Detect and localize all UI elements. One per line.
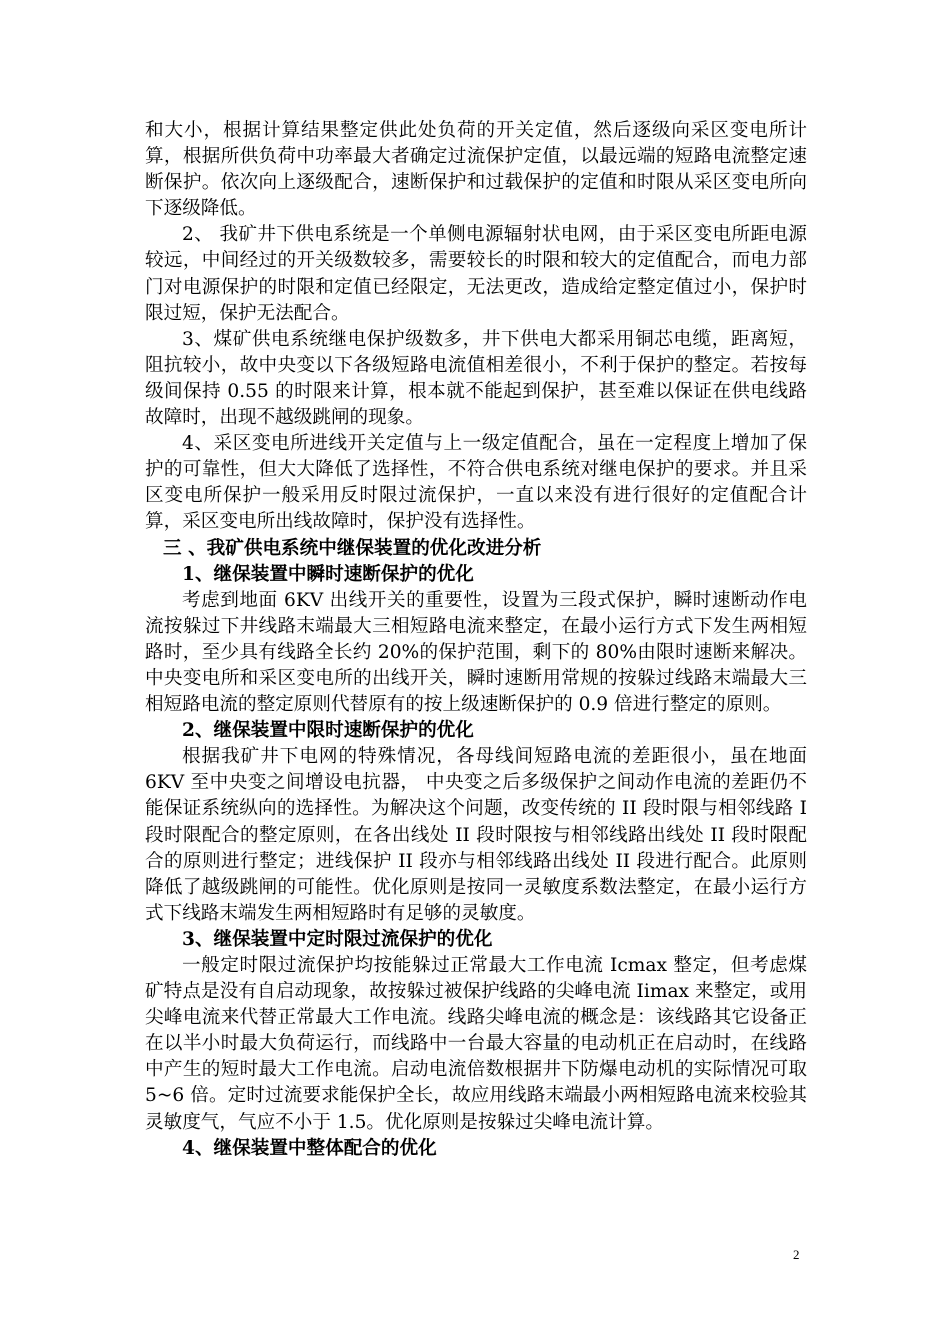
subsection-heading: 2、继保装置中限时速断保护的优化 [182, 720, 474, 742]
subsection-heading: 3、继保装置中定时限过流保护的优化 [182, 928, 493, 950]
paragraph: 考虑到地面 6KV 出线开关的重要性，设置为三段式保护，瞬时速断动作电流按躲过下井线路末端最大三相短路电流来整定，在最小运行方式下发生两相短路时，至少具有线路全长约 20%的保护范围，剩下的 80%由限时速断来解决。中央变电所和采区变电所的出线开关，瞬时速断用常规的按躲过线路末端最大三相短路电流的整定原则代替原有的按上级速断保护的 0.9 倍进行整定的原则。 [145, 589, 807, 716]
subsection-heading: 1、继保装置中瞬时速断保护的优化 [182, 563, 474, 585]
paragraph: 3、煤矿供电系统继电保护级数多，井下供电大都采用铜芯电缆，距离短，阻抗较小，故中央变以下各级短路电流值相差很小，不利于保护的整定。若按每级间保持 0.55 的时限来计算，根本就不能起到保护，甚至难以保证在供电线路故障时，出现不越级跳闸的现象。 [145, 328, 807, 429]
document-body [145, 118, 807, 1162]
paragraph: 4、采区变电所进线开关定值与上一级定值配合，虽在一定程度上增加了保护的可靠性，但大大降低了选择性，不符合供电系统对继电保护的要求。并且采区变电所保护一般采用反时限过流保护，一直以来没有进行很好的定值配合计算，采区变电所出线故障时，保护没有选择性。 [145, 433, 807, 533]
paragraph: 根据我矿井下电网的特殊情况，各母线间短路电流的差距很小，虽在地面 6KV 至中央变之间增设电抗器， 中央变之后多级保护之间动作电流的差距仍不能保证系统纵向的选择性。为解决这个问题，改变传统的 II 段时限与相邻线路 I 段时限配合的整定原则，在各出线处 II 段时限按与相邻线路出线处 II 段时限配合的原则进行整定；进线保护 II 段亦与相邻线路出线处 II 段进行配合。此原则降低了越级跳闸的可能性。优化原则是按同一灵敏度系数法整定，在最小运行方式下线路末端发生两相短路时有足够的灵敏度。 [145, 746, 807, 924]
section-heading: 三 、我矿供电系统中继保装置的优化改进分析 [163, 537, 542, 559]
paragraph: 2、 我矿井下供电系统是一个单侧电源辐射状电网，由于采区变电所距电源较远，中间经过的开关级数较多，需要较长的时限和较大的定值配合，而电力部门对电源保护的时限和定值已经限定，无法更改，造成给定整定值过小，保护时限过短，保护无法配合。 [145, 224, 807, 324]
page-number: 2 [793, 1247, 800, 1262]
subsection-heading: 4、继保装置中整体配合的优化 [182, 1137, 437, 1159]
paragraph: 和大小，根据计算结果整定供此处负荷的开关定值，然后逐级向采区变电所计算，根据所供负荷中功率最大者确定过流保护定值，以最远端的短路电流整定速断保护。依次向上逐级配合，速断保护和过载保护的定值和时限从采区变电所向下逐级降低。 [145, 120, 807, 220]
paragraph: 一般定时限过流保护均按能躲过正常最大工作电流 Icmax 整定，但考虑煤矿特点是没有自启动现象，故按躲过被保护线路的尖峰电流 Iimax 来整定，或用尖峰电流来代替正常最大工作电流。线路尖峰电流的概念是：该线路其它设备正在以半小时最大负荷运行，而线路中一台最大容量的电动机正在启动时，在线路中产生的短时最大工作电流。启动电流倍数根据井下防爆电动机的实际情况可取 5~6 倍。定时过流要求能保护全长，故应用线路末端最小两相短路电流来校验其灵敏度气，气应不小于 1.5。优化原则是按躲过尖峰电流计算。 [145, 955, 807, 1133]
